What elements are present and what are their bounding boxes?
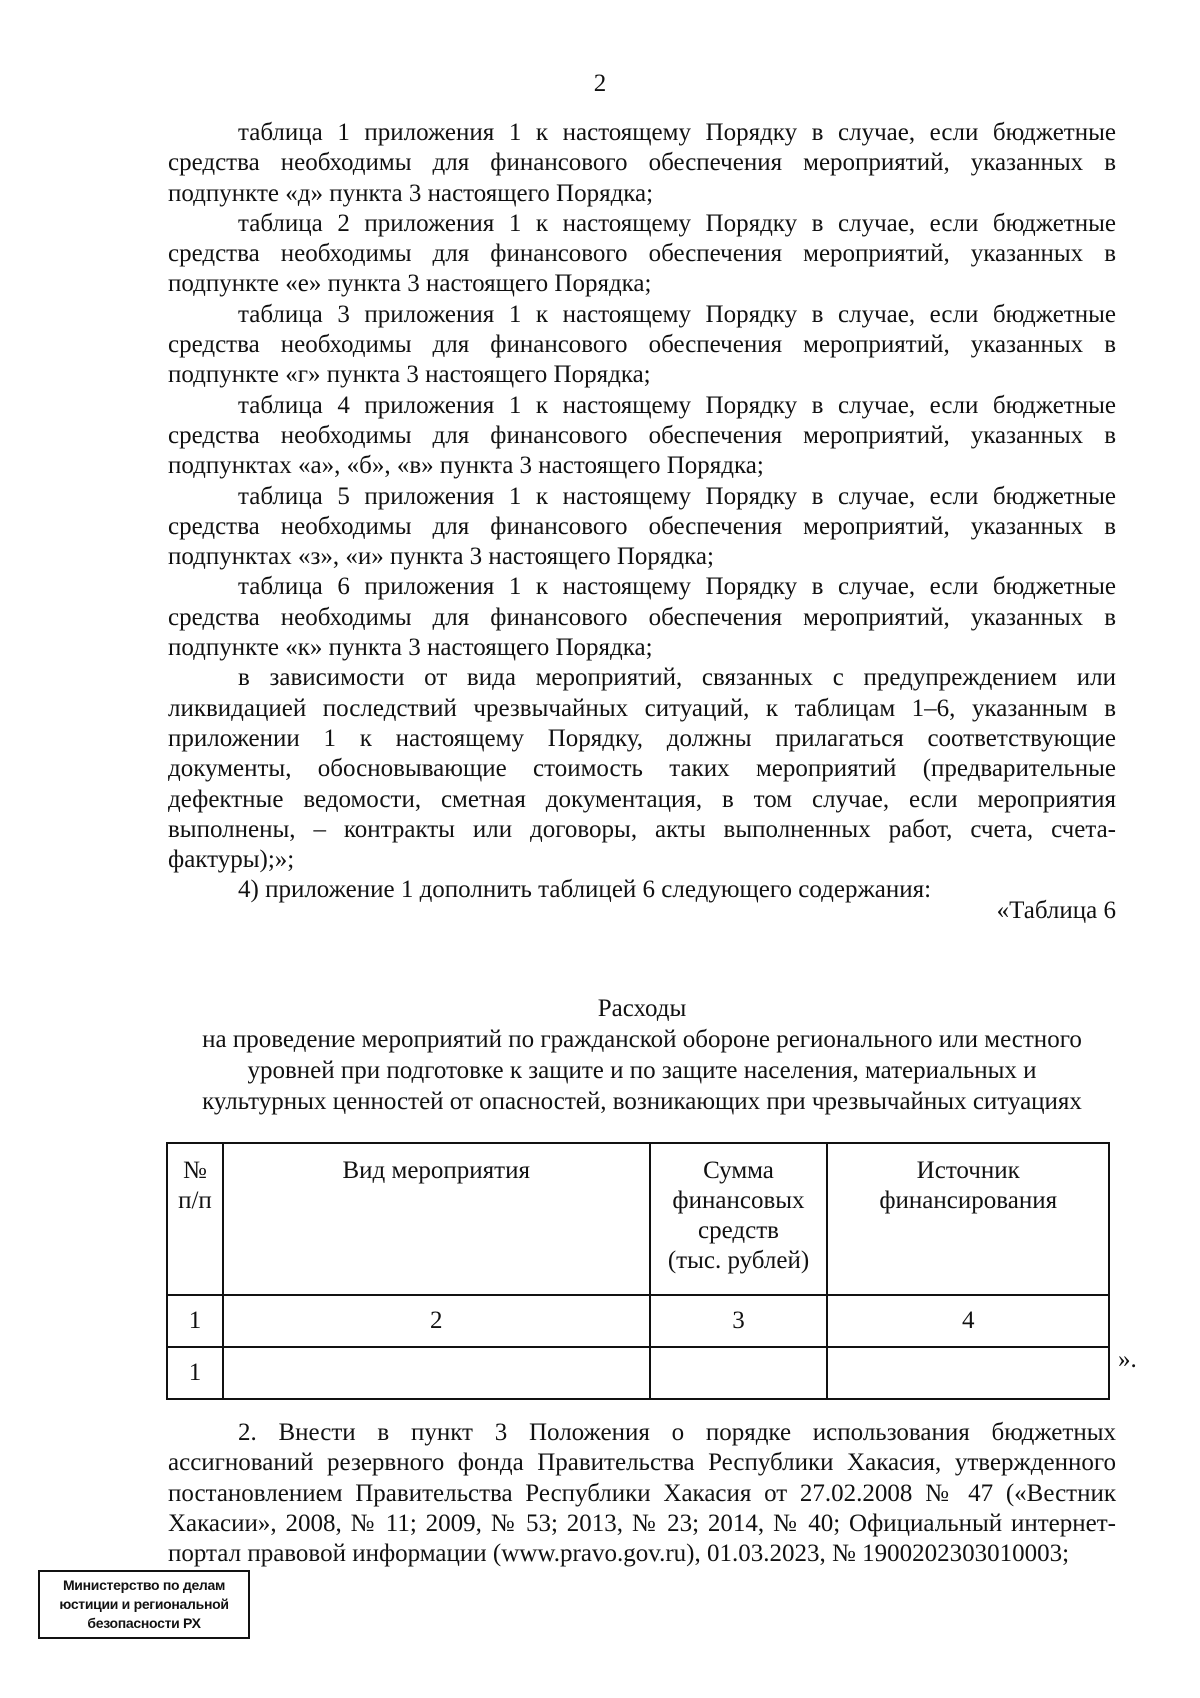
paragraph-table-1: таблица 1 приложения 1 к настоящему Порядку в случае, если бюджетные средства необходимы для финансового обеспечения мероприятий, указанных в подпункте «д» пункта 3 настоящего Порядка;: [168, 119, 1116, 207]
paragraph-section-2: 2. Внести в пункт 3 Положения о порядке использования бюджетных ассигнований резервного фонда Правительства Республики Хакасия, утвержденного постановлением Правительства Республики Хакасия от 27.02.2008 № 47 («Вестник Хакасии», 2008, № 11; 2009, № 53; 2013, № 23; 2014, № 40; Официальный интернет-портал правовой информации (www.pravo.gov.ru), 01.03.2023, № 1900202303010003;: [168, 1419, 1116, 1568]
paragraph-table-4: таблица 4 приложения 1 к настоящему Порядку в случае, если бюджетные средства необходимы для финансового обеспечения мероприятий, указанных в подпунктах «а», «б», «в» пункта 3 настоящего Порядка;: [168, 391, 1116, 480]
paragraph-table-6: таблица 6 приложения 1 к настоящему Порядку в случае, если бюджетные средства необходимы для финансового обеспечения мероприятий, указанных в подпункте «к» пункта 3 настоящего Порядка;: [168, 573, 1116, 662]
table-cell: 2: [223, 1295, 650, 1347]
table-title-line-2: на проведение мероприятий по гражданской обороне регионального или местного: [202, 1026, 1082, 1053]
body-text: [168, 118, 1116, 906]
stamp-line-1: Министерство по делам: [62, 1577, 226, 1593]
header-number: № п/п: [167, 1143, 223, 1295]
table-column-number-row: [167, 1295, 1109, 1347]
table-cell: [223, 1347, 650, 1399]
paragraph-documents: в зависимости от вида мероприятий, связанных с предупреждением или ликвидацией последствий чрезвычайных ситуаций, к таблицам 1–6, указанным в приложении 1 к настоящему Порядку, должны прилагаться соответствующие документы, обосновывающие стоимость таких мероприятий (предварительные дефектные ведомости, сметная документация, в том случае, если мероприятия выполнены, – контракты или договоры, акты выполненных работ, счета, счета-фактуры);»;: [168, 664, 1116, 874]
ministry-stamp: [38, 1570, 250, 1639]
table-cell: 3: [650, 1295, 828, 1347]
header-activity-type: Вид мероприятия: [223, 1143, 650, 1295]
paragraph-table-5: таблица 5 приложения 1 к настоящему Порядку в случае, если бюджетные средства необходимы для финансового обеспечения мероприятий, указанных в подпунктах «з», «и» пункта 3 настоящего Порядка;: [168, 482, 1116, 571]
header-amount: Сумма финансовых средств (тыс. рублей): [650, 1143, 828, 1295]
closing-quote: ».: [1118, 1346, 1137, 1373]
stamp-line-3: безопасности РХ: [87, 1615, 201, 1631]
header-funding-source: Источник финансирования: [827, 1143, 1109, 1295]
table-header-row: [167, 1143, 1109, 1295]
paragraph-amendment-4: 4) приложение 1 дополнить таблицей 6 следующего содержания:: [238, 876, 932, 904]
table-title-line-4: культурных ценностей от опасностей, возникающих при чрезвычайных ситуациях: [202, 1088, 1082, 1115]
table-cell: 4: [827, 1295, 1109, 1347]
table-cell: 1: [167, 1295, 223, 1347]
table-cell: [827, 1347, 1109, 1399]
table-row: [167, 1347, 1109, 1399]
paragraph-table-3: таблица 3 приложения 1 к настоящему Порядку в случае, если бюджетные средства необходимы для финансового обеспечения мероприятий, указанных в подпункте «г» пункта 3 настоящего Порядка;: [168, 300, 1116, 389]
table-title-line-3: уровней при подготовке к защите и по защите населения, материальных и: [247, 1057, 1037, 1084]
table-title: [168, 993, 1116, 1117]
table-label: «Таблица 6: [996, 897, 1116, 924]
stamp-line-2: юстиции и региональной: [59, 1596, 229, 1612]
table-title-line-1: Расходы: [597, 995, 687, 1022]
expenses-table: [166, 1142, 1110, 1400]
table-cell: 1: [167, 1347, 223, 1399]
paragraph-table-2: таблица 2 приложения 1 к настоящему Порядку в случае, если бюджетные средства необходимы для финансового обеспечения мероприятий, указанных в подпункте «е» пункта 3 настоящего Порядка;: [168, 209, 1116, 298]
page-number: 2: [593, 70, 607, 97]
table-cell: [650, 1347, 828, 1399]
section-2-text: [168, 1418, 1116, 1569]
